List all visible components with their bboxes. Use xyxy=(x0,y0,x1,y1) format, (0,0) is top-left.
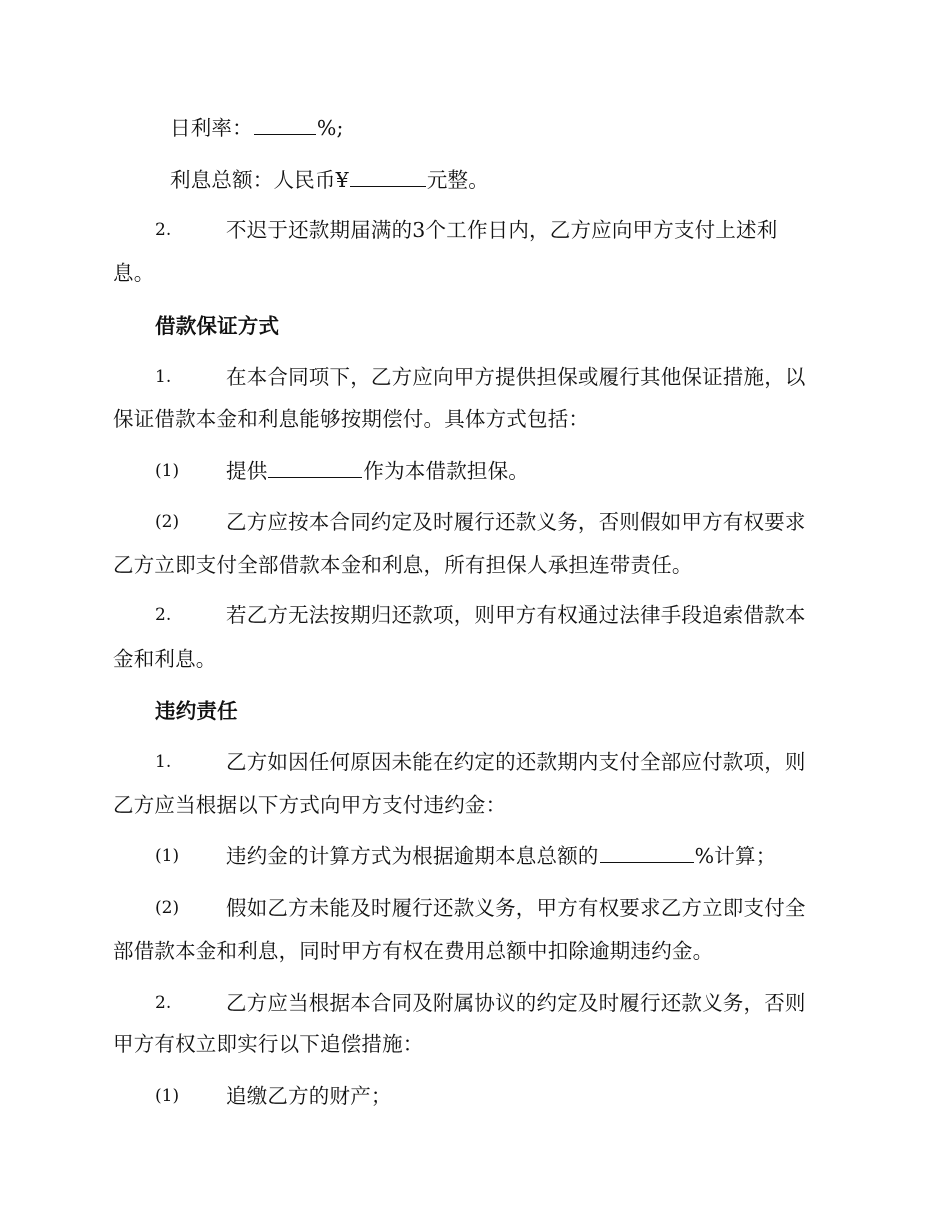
interest-total-blank xyxy=(350,166,426,187)
breach-item2-line2: 甲方有权立即实行以下追偿措施： xyxy=(113,1032,424,1056)
interest-total-suffix: 元整。 xyxy=(426,168,489,192)
interest-item2-number: 2. xyxy=(155,220,172,240)
guarantee-collateral-blank xyxy=(268,457,362,478)
breach-item1-line2: 乙方应当根据以下方式向甲方支付违约金： xyxy=(113,793,507,817)
daily-rate-blank xyxy=(254,114,316,135)
breach-sub3-number: (1) xyxy=(155,1086,180,1106)
guarantee-sub2-line2: 乙方立即支付全部借款本金和利息，所有担保人承担连带责任。 xyxy=(113,553,693,577)
breach-sub2-line1: 假如乙方未能及时履行还款义务，甲方有权要求乙方立即支付全 xyxy=(226,896,806,920)
breach-sub1-line xyxy=(226,842,776,870)
breach-item2-number: 2. xyxy=(155,993,172,1013)
breach-sub1-suffix: %计算； xyxy=(694,844,777,868)
interest-total-line xyxy=(170,166,489,194)
guarantee-item1-line2: 保证借款本金和利息能够按期偿付。具体方式包括： xyxy=(113,407,590,431)
breach-sub1-number: (1) xyxy=(155,846,180,866)
guarantee-item1-line1: 在本合同项下，乙方应向甲方提供担保或履行其他保证措施，以 xyxy=(226,365,806,389)
interest-total-label: 利息总额：人民币¥ xyxy=(170,168,349,192)
guarantee-sub2-number: (2) xyxy=(155,512,180,532)
daily-rate-label: 日利率： xyxy=(170,116,253,140)
daily-rate-suffix: %; xyxy=(316,116,344,140)
guarantee-item1-number: 1. xyxy=(155,367,172,387)
breach-sub2-line2: 部借款本金和利息，同时甲方有权在费用总额中扣除逾期违约金。 xyxy=(113,939,714,963)
guarantee-sub1-prefix: 提供 xyxy=(226,459,268,483)
breach-sub3-line: 追缴乙方的财产； xyxy=(226,1084,392,1108)
guarantee-sub1-line xyxy=(226,457,529,485)
guarantee-sub1-suffix: 作为本借款担保。 xyxy=(363,459,530,483)
breach-sub1-prefix: 违约金的计算方式为根据逾期本息总额的 xyxy=(226,844,599,868)
guarantee-item2-number: 2. xyxy=(155,605,172,625)
guarantee-item2-line2: 金和利息。 xyxy=(113,647,217,671)
breach-sub2-number: (2) xyxy=(155,898,180,918)
breach-item1-number: 1. xyxy=(155,752,172,772)
guarantee-item2-line1: 若乙方无法按期归还款项，则甲方有权通过法律手段追索借款本 xyxy=(226,603,806,627)
guarantee-sub1-number: (1) xyxy=(155,461,180,481)
interest-item2-line2: 息。 xyxy=(113,261,155,285)
penalty-rate-blank xyxy=(600,842,694,863)
guarantee-sub2-line1: 乙方应按本合同约定及时履行还款义务，否则假如甲方有权要求 xyxy=(226,510,806,534)
guarantee-heading: 借款保证方式 xyxy=(155,314,280,338)
interest-item2-line1: 不迟于还款期届满的3个工作日内，乙方应向甲方支付上述利 xyxy=(226,218,778,242)
breach-item1-line1: 乙方如因任何原因未能在约定的还款期内支付全部应付款项，则 xyxy=(226,750,806,774)
breach-heading: 违约责任 xyxy=(155,699,238,723)
daily-rate-line xyxy=(170,114,344,142)
breach-item2-line1: 乙方应当根据本合同及附属协议的约定及时履行还款义务，否则 xyxy=(226,991,806,1015)
